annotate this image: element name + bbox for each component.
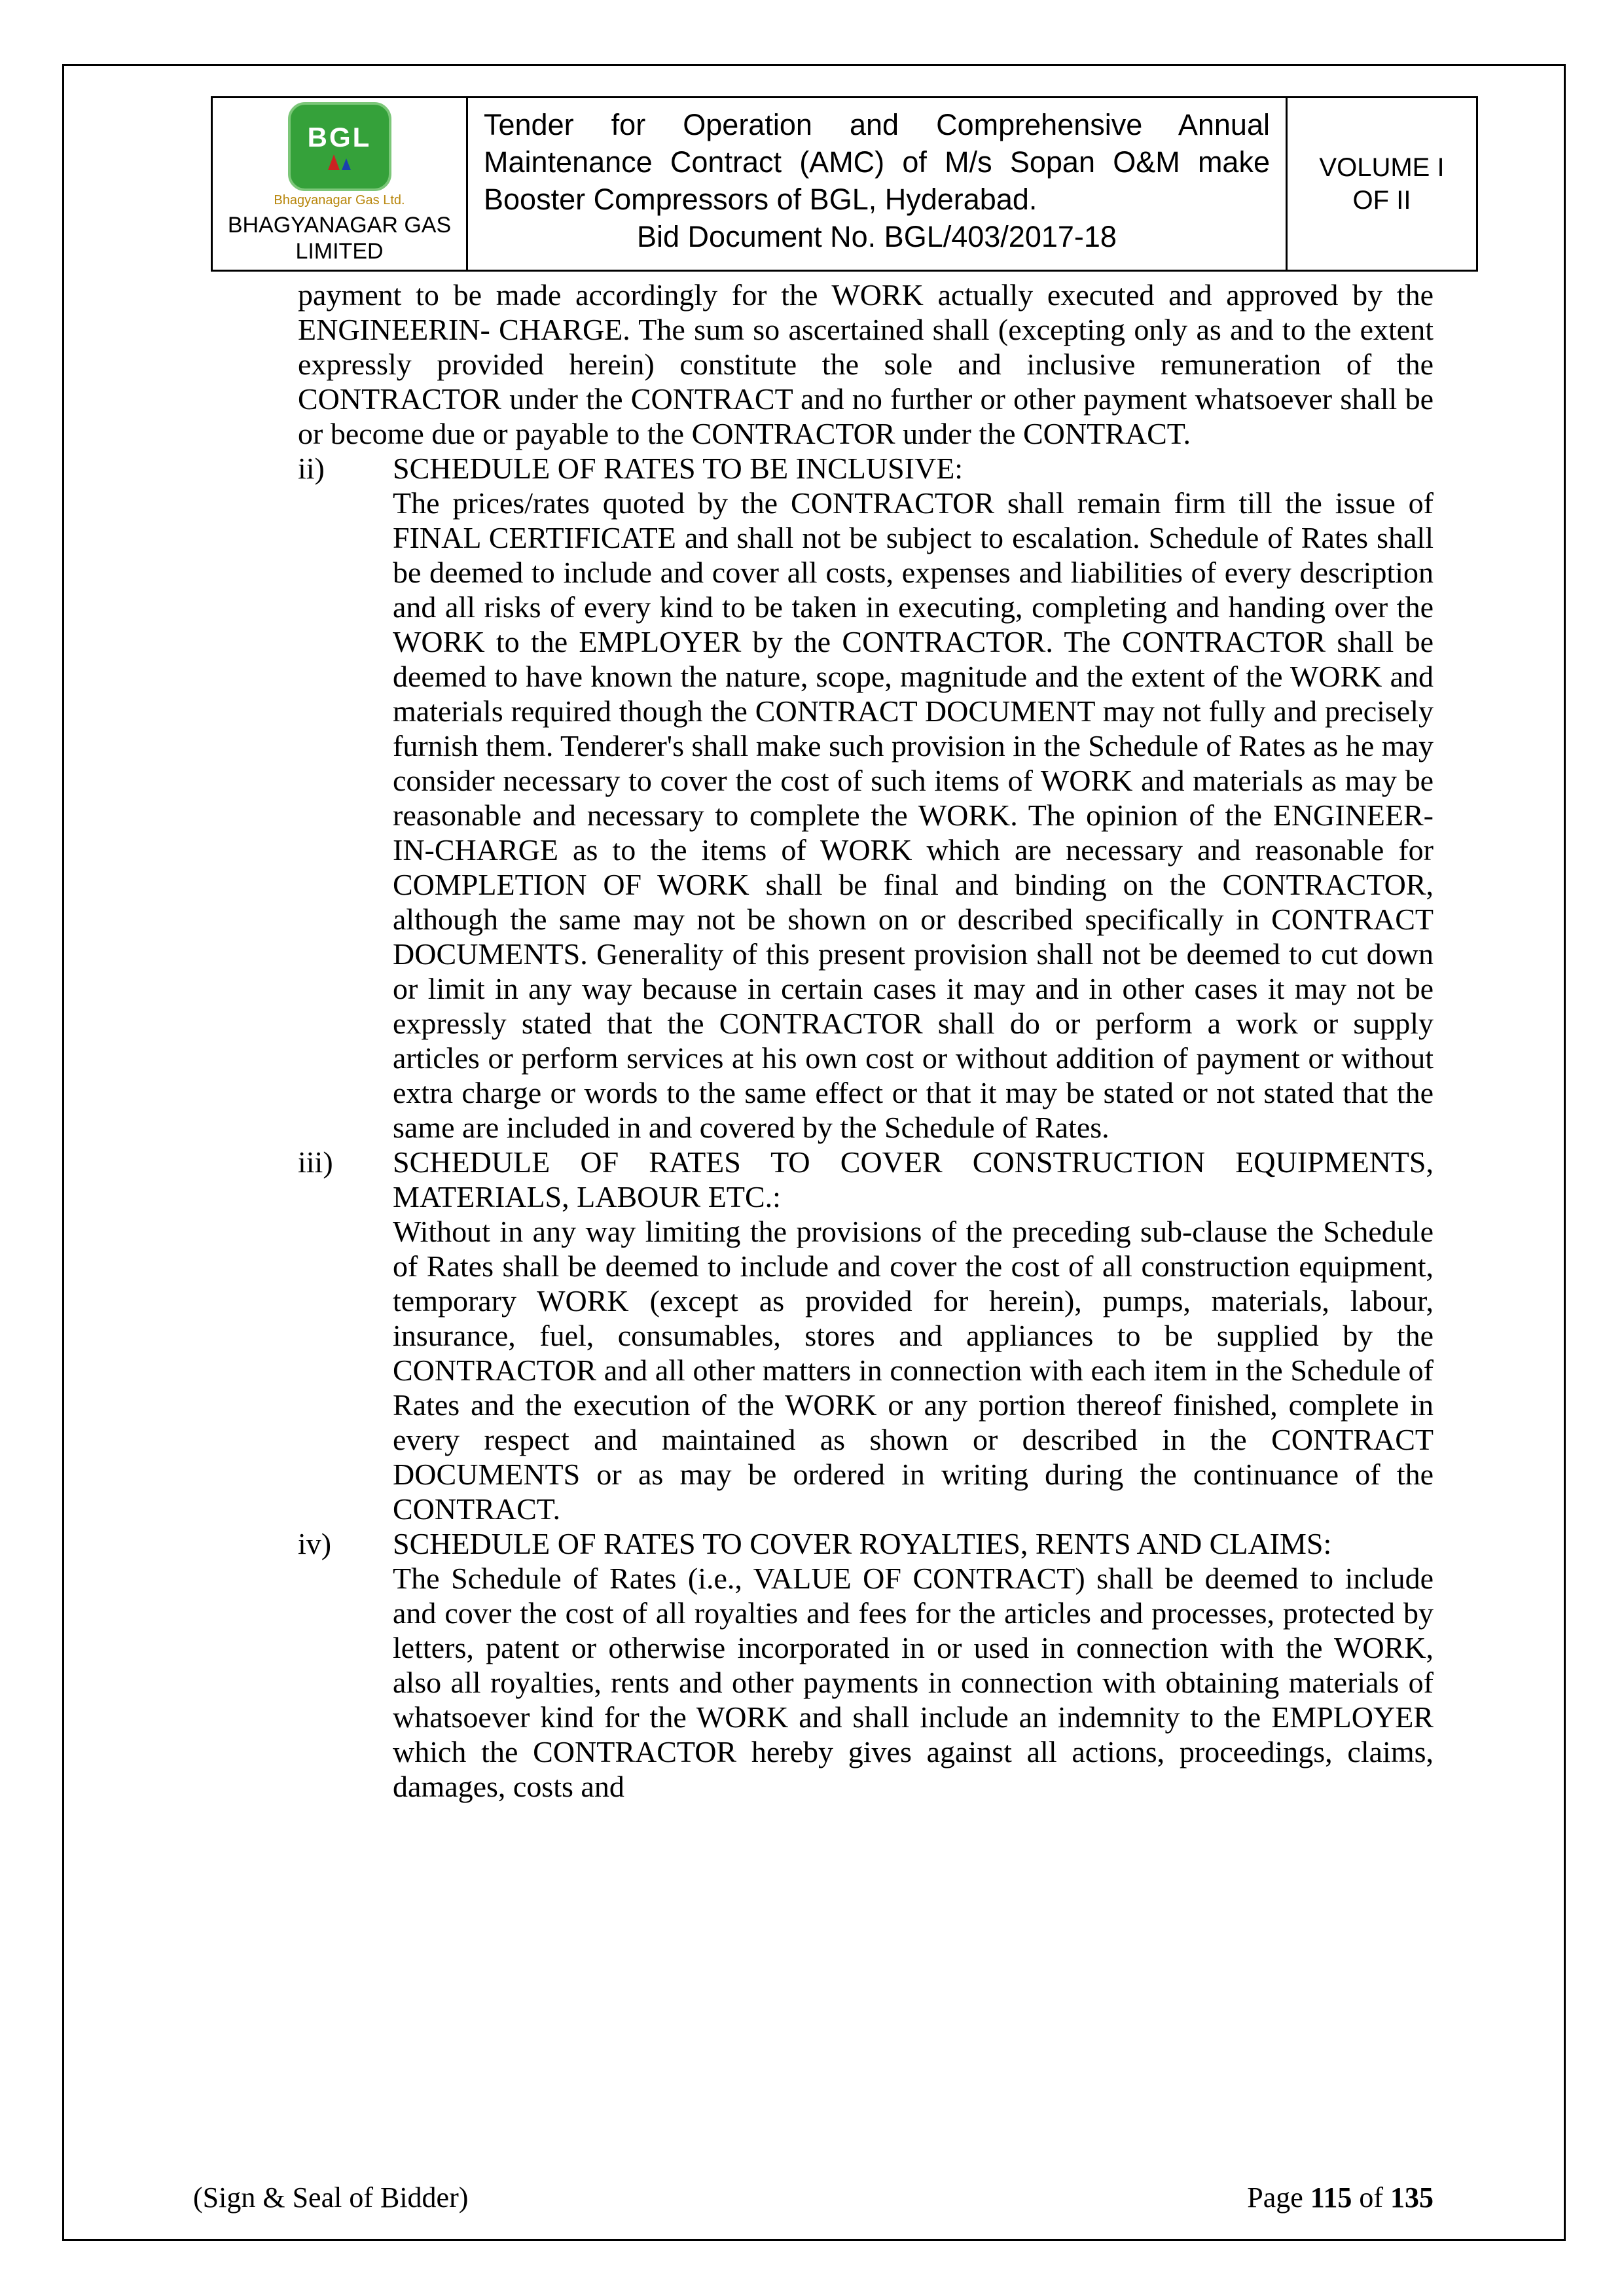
logo-tagline: Bhagyanagar Gas Ltd. [274, 193, 405, 207]
list-item-ii-paragraph: The prices/rates quoted by the CONTRACTOR shall remain firm till the issue of FINAL CERTIFICATE and shall not be subject to escalation. Schedule of Rates shall be deemed to include and cover all costs, expenses and liabilities of every description and all risks of every kind to be taken in executing, completing and handing over the WORK to the EMPLOYER by the CONTRACTOR. The CONTRACTOR shall be deemed to have known the nature, scope, magnitude and the extent of the WORK and materials required though the CONTRACT DOCUMENT may not fully and precisely furnish them. Tenderer's shall make such provision in the Schedule of Rates as he may consider necessary to cover the cost of such items of WORK and materials as may be reasonable and necessary to complete the WORK. The opinion of the ENGINEER-IN-CHARGE as to the items of WORK which are necessary and reasonable for COMPLETION OF WORK shall be final and binding on the CONTRACTOR, although the same may not be shown on or described specifically in CONTRACT DOCUMENTS. Generality of this present provision shall not be deemed to cut down or limit in any way because in certain cases it may and in other cases it may not be expressly stated that the CONTRACTOR shall do or perform a work or supply articles or perform services at his own cost or without addition of payment or without extra charge or words to the same effect or that it may be stated or not stated that the same are included in and covered by the Schedule of Rates. [393, 486, 1434, 1144]
volume-line-1: VOLUME I [1319, 153, 1445, 182]
list-item-iii-content [393, 1145, 1434, 1526]
page-word: Page [1247, 2181, 1303, 2214]
header [211, 96, 1478, 272]
list-item-ii-label: ii) [298, 452, 325, 485]
list-item-iii-paragraph: Without in any way limiting the provisions of the preceding sub-clause the Schedule of Rates shall be deemed to include and cover the cost of all construction equipment, temporary WORK (except as provided for herein), pumps, materials, labour, insurance, fuel, consumables, stores and appliances to be supplied by the CONTRACTOR and all other matters in connection with each item in the Schedule of Rates and the execution of the WORK or any portion thereof finished, complete in every respect and maintained as shown or described in the CONTRACT DOCUMENTS or as may be ordered in writing during the continuance of the CONTRACT. [393, 1215, 1434, 1526]
tender-title: Tender for Operation and Comprehensive Annual Maintenance Contract (AMC) of M/s Sopan O&M make Booster Compressors of BGL, Hyderabad. [484, 108, 1270, 216]
of-word: of [1359, 2181, 1383, 2214]
list-item-iv-label: iv) [298, 1527, 332, 1560]
list-item-iii-label: iii) [298, 1145, 333, 1179]
list-item-iv [298, 1526, 1434, 1804]
header-logo-cell [213, 98, 468, 270]
sign-seal-note: (Sign & Seal of Bidder) [193, 2181, 469, 2214]
header-title-cell [468, 98, 1288, 270]
list-item-iii-heading: SCHEDULE OF RATES TO COVER CONSTRUCTION EQUIPMENTS, MATERIALS, LABOUR ETC.: [393, 1145, 1434, 1213]
page-number-value: 115 [1310, 2181, 1352, 2214]
list-item-iv-paragraph: The Schedule of Rates (i.e., VALUE OF CONTRACT) shall be deemed to include and cover the cost of all royalties and fees for the articles and processes, protected by letters, patent or otherwise incorporated in or used in connection with the WORK, also all royalties, rents and other payments in connection with obtaining materials of whatsoever kind for the WORK and shall include an indemnity to the EMPLOYER which the CONTRACTOR hereby gives against all actions, proceedings, claims, damages, costs and [393, 1562, 1434, 1803]
flame-red-icon [328, 154, 340, 170]
list-item-ii [298, 451, 1434, 1145]
logo-acronym: BGL [307, 122, 372, 152]
list-item-iv-content [393, 1526, 1434, 1804]
org-name: BHAGYANAGAR GAS LIMITED [227, 213, 452, 264]
logo-flame-icon [328, 153, 351, 170]
total-pages-value: 135 [1390, 2181, 1434, 2214]
bgl-logo-icon [288, 102, 391, 191]
intro-paragraph: payment to be made accordingly for the WORK actually executed and approved by the ENGINEERIN- CHARGE. The sum so ascertained shall (excepting only as and to the extent expressly provided herein) constitute the sole and inclusive remuneration of the CONTRACTOR under the CONTRACT and no further or other payment whatsoever shall be or become due or payable to the CONTRACTOR under the CONTRACT. [298, 278, 1434, 450]
volume-line-2: OF II [1352, 186, 1411, 215]
page-number [1247, 2181, 1434, 2214]
bid-document-number: Bid Document No. BGL/403/2017-18 [637, 220, 1117, 253]
flame-blue-icon [342, 158, 351, 170]
list-item-ii-heading: SCHEDULE OF RATES TO BE INCLUSIVE: [393, 452, 964, 485]
header-volume-cell [1288, 98, 1476, 270]
list-item-ii-content [393, 451, 1434, 1145]
list-item-iii [298, 1145, 1434, 1526]
list-item-iv-heading: SCHEDULE OF RATES TO COVER ROYALTIES, RENTS AND CLAIMS: [393, 1527, 1332, 1560]
document-body [298, 278, 1434, 1804]
